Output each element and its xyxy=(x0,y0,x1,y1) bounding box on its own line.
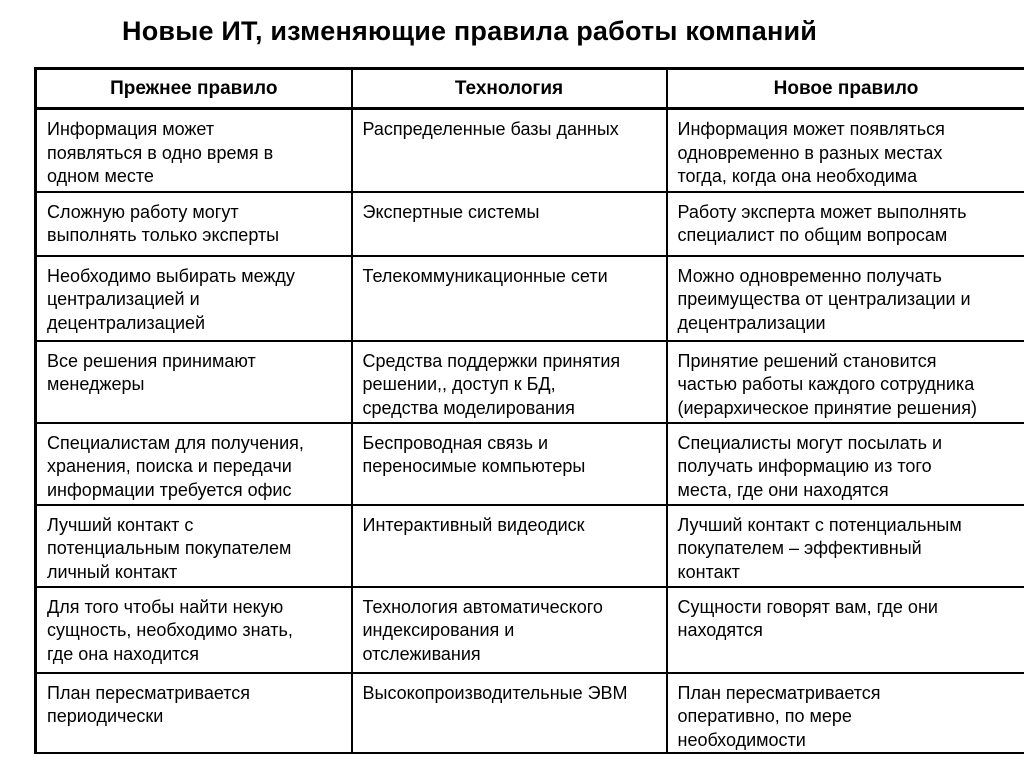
cell-text: План пересматривается периодически xyxy=(47,682,251,726)
rules-table xyxy=(34,67,1024,754)
new-rule-cell xyxy=(667,587,1024,673)
cell-text: Лучший контакт с потенциальным покупателем – эффективный контакт xyxy=(677,514,962,582)
old-rule-cell xyxy=(36,673,352,754)
table-row xyxy=(36,673,1024,754)
cell-text: Высокопроизводительные ЭВМ xyxy=(362,682,628,703)
cell-text: Беспроводная связь и переносимые компьютеры xyxy=(362,432,586,476)
cell-text: Информация может появляться одновременно в разных местах тогда, когда она необходима xyxy=(677,119,945,186)
header-new-rule: Новое правило xyxy=(667,69,1024,109)
cell-text: Работу эксперта может выполнять специалист по общим вопросам xyxy=(677,201,967,245)
old-rule-cell xyxy=(36,256,352,341)
new-rule-cell xyxy=(667,673,1024,754)
cell-text: Специалистам для получения, хранения, поиска и передачи информации требуется офис xyxy=(47,432,304,500)
cell-text: Специалисты могут посылать и получать информацию из того места, где они находятся xyxy=(677,432,943,500)
old-rule-cell xyxy=(36,505,352,587)
table-row xyxy=(36,109,1024,192)
old-rule-cell xyxy=(36,109,352,192)
cell-text: Сущности говорят вам, где они находятся xyxy=(677,596,938,640)
cell-text: Необходимо выбирать между централизацией и децентрализацией xyxy=(47,265,295,333)
table-row xyxy=(36,341,1024,423)
old-rule-cell xyxy=(36,341,352,423)
old-rule-cell xyxy=(36,587,352,673)
table-row xyxy=(36,256,1024,341)
new-rule-cell xyxy=(667,341,1024,423)
header-old-rule: Прежнее правило xyxy=(36,69,352,109)
table-row xyxy=(36,505,1024,587)
new-rule-cell xyxy=(667,192,1024,256)
technology-cell xyxy=(352,192,667,256)
new-rule-cell xyxy=(667,505,1024,587)
new-rule-cell xyxy=(667,256,1024,341)
header-technology: Технология xyxy=(352,69,667,109)
cell-text: Лучший контакт с потенциальным покупателем личный контакт xyxy=(47,514,292,582)
technology-cell xyxy=(352,109,667,192)
cell-text: Распределенные базы данных xyxy=(362,119,619,139)
cell-text: Интерактивный видеодиск xyxy=(362,514,585,535)
table-row xyxy=(36,423,1024,505)
cell-text: Средства поддержки принятия решении,, доступ к БД, средства моделирования xyxy=(362,350,621,418)
technology-cell xyxy=(352,673,667,754)
cell-text: Информация может появляться в одно время в одном месте xyxy=(47,119,274,186)
cell-text: Можно одновременно получать преимущества от централизации и децентрализации xyxy=(677,265,971,333)
technology-cell xyxy=(352,256,667,341)
old-rule-cell xyxy=(36,192,352,256)
table-row xyxy=(36,587,1024,673)
cell-text: Принятие решений становится частью работы каждого сотрудника (иерархическое принятие решения) xyxy=(677,350,977,418)
cell-text: Все решения принимают менеджеры xyxy=(47,350,256,394)
cell-text: Телекоммуникационные сети xyxy=(362,265,608,286)
old-rule-cell xyxy=(36,423,352,505)
page-title: Новые ИТ, изменяющие правила работы компаний xyxy=(122,16,818,46)
cell-text: Сложную работу могут выполнять только эксперты xyxy=(47,201,280,245)
technology-cell xyxy=(352,587,667,673)
table-row xyxy=(36,192,1024,256)
cell-text: Для того чтобы найти некую сущность, необходимо знать, где она находится xyxy=(47,596,293,664)
cell-text: План пересматривается оперативно, по мере необходимости xyxy=(677,682,881,750)
technology-cell xyxy=(352,505,667,587)
technology-cell xyxy=(352,341,667,423)
cell-text: Технология автоматического индексирования и отслеживания xyxy=(362,596,603,664)
table-header-row xyxy=(36,69,1024,109)
technology-cell xyxy=(352,423,667,505)
cell-text: Экспертные системы xyxy=(362,201,540,222)
new-rule-cell xyxy=(667,423,1024,505)
new-rule-cell xyxy=(667,109,1024,192)
